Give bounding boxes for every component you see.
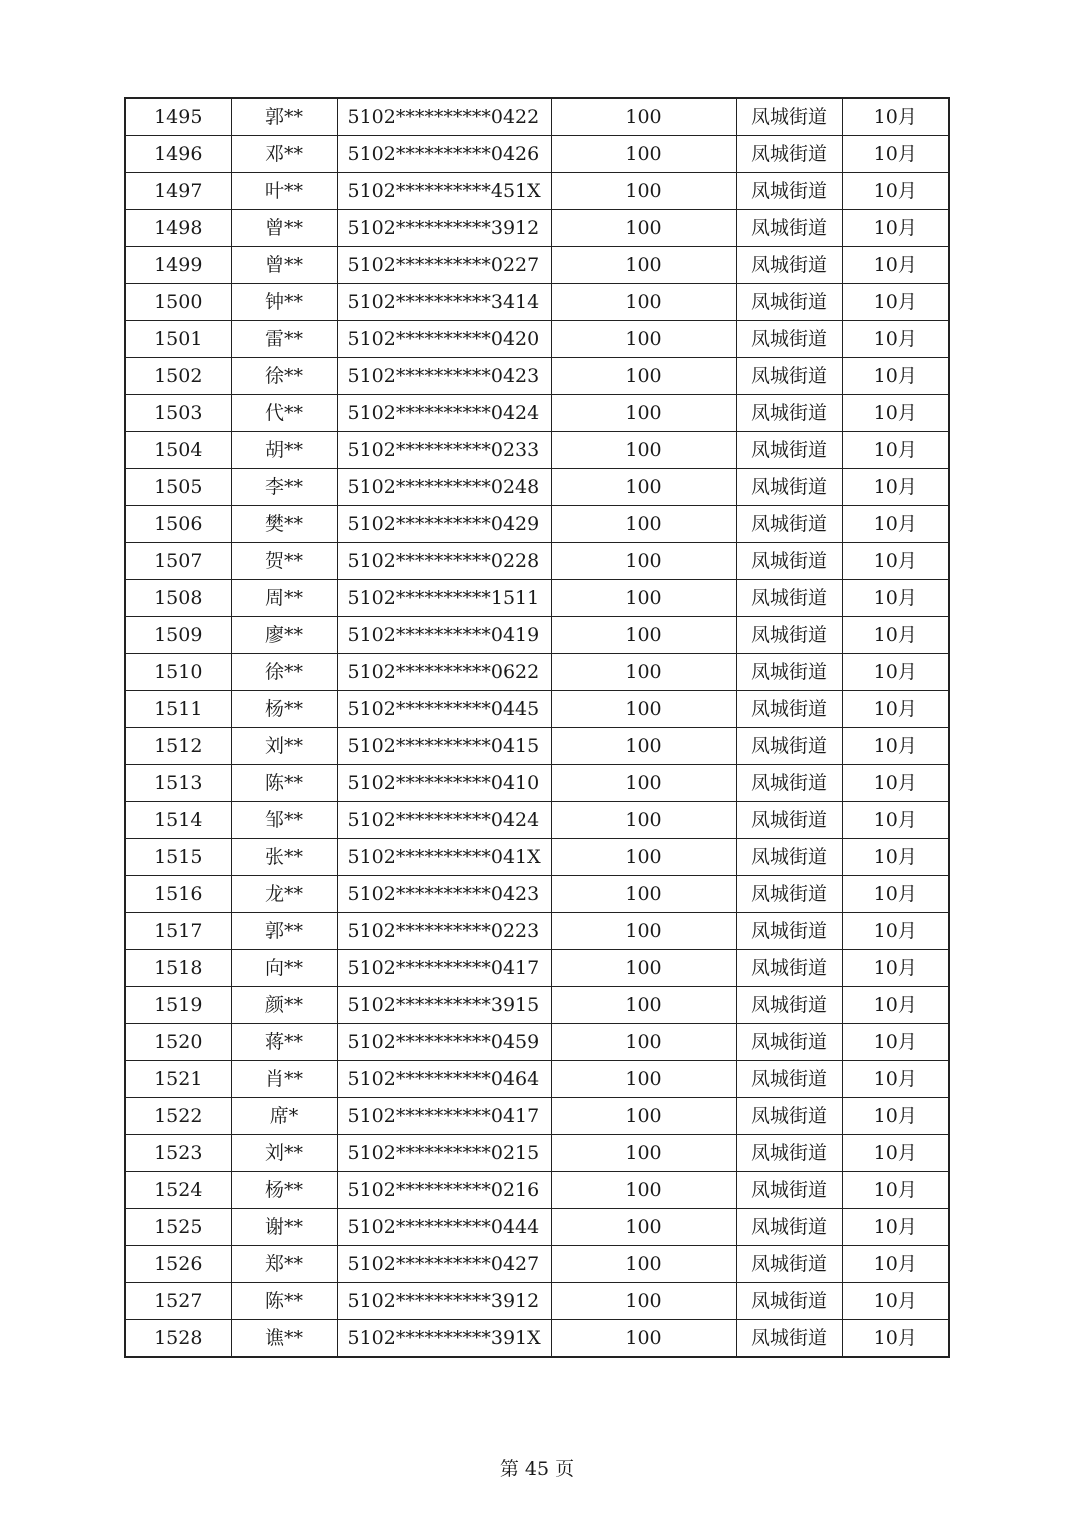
name-cell: 叶**: [231, 173, 337, 210]
table-row: [125, 543, 949, 580]
serial-number-cell: 1514: [125, 802, 231, 839]
serial-number-cell: 1524: [125, 1172, 231, 1209]
amount-cell: 100: [551, 210, 736, 247]
street-cell: 凤城街道: [736, 1098, 842, 1135]
month-cell: 10月: [842, 173, 949, 210]
serial-number-cell: 1523: [125, 1135, 231, 1172]
name-cell: 刘**: [231, 1135, 337, 1172]
id-number-cell: 5102**********0419: [337, 617, 551, 654]
id-number-cell: 5102**********0233: [337, 432, 551, 469]
street-cell: 凤城街道: [736, 1172, 842, 1209]
id-number-cell: 5102**********0427: [337, 1246, 551, 1283]
name-cell: 贺**: [231, 543, 337, 580]
serial-number-cell: 1496: [125, 136, 231, 173]
amount-cell: 100: [551, 98, 736, 136]
table-row: [125, 247, 949, 284]
serial-number-cell: 1525: [125, 1209, 231, 1246]
serial-number-cell: 1526: [125, 1246, 231, 1283]
serial-number-cell: 1518: [125, 950, 231, 987]
street-cell: 凤城街道: [736, 691, 842, 728]
id-number-cell: 5102**********3915: [337, 987, 551, 1024]
table-row: [125, 765, 949, 802]
month-cell: 10月: [842, 654, 949, 691]
name-cell: 谢**: [231, 1209, 337, 1246]
month-cell: 10月: [842, 469, 949, 506]
street-cell: 凤城街道: [736, 98, 842, 136]
id-number-cell: 5102**********3912: [337, 1283, 551, 1320]
month-cell: 10月: [842, 617, 949, 654]
name-cell: 席*: [231, 1098, 337, 1135]
serial-number-cell: 1513: [125, 765, 231, 802]
id-number-cell: 5102**********0444: [337, 1209, 551, 1246]
serial-number-cell: 1508: [125, 580, 231, 617]
table-row: [125, 432, 949, 469]
serial-number-cell: 1522: [125, 1098, 231, 1135]
serial-number-cell: 1502: [125, 358, 231, 395]
id-number-cell: 5102**********0429: [337, 506, 551, 543]
amount-cell: 100: [551, 950, 736, 987]
table-row: [125, 876, 949, 913]
street-cell: 凤城街道: [736, 950, 842, 987]
id-number-cell: 5102**********451X: [337, 173, 551, 210]
serial-number-cell: 1527: [125, 1283, 231, 1320]
serial-number-cell: 1497: [125, 173, 231, 210]
name-cell: 徐**: [231, 358, 337, 395]
amount-cell: 100: [551, 654, 736, 691]
serial-number-cell: 1512: [125, 728, 231, 765]
name-cell: 周**: [231, 580, 337, 617]
amount-cell: 100: [551, 1172, 736, 1209]
name-cell: 郑**: [231, 1246, 337, 1283]
name-cell: 李**: [231, 469, 337, 506]
page-number: 第 45 页: [499, 1458, 575, 1480]
street-cell: 凤城街道: [736, 765, 842, 802]
table-row: [125, 1283, 949, 1320]
street-cell: 凤城街道: [736, 1246, 842, 1283]
amount-cell: 100: [551, 876, 736, 913]
table-row: [125, 913, 949, 950]
serial-number-cell: 1505: [125, 469, 231, 506]
amount-cell: 100: [551, 1246, 736, 1283]
serial-number-cell: 1500: [125, 284, 231, 321]
serial-number-cell: 1519: [125, 987, 231, 1024]
serial-number-cell: 1521: [125, 1061, 231, 1098]
name-cell: 郭**: [231, 98, 337, 136]
table-row: [125, 321, 949, 358]
serial-number-cell: 1511: [125, 691, 231, 728]
month-cell: 10月: [842, 395, 949, 432]
serial-number-cell: 1504: [125, 432, 231, 469]
amount-cell: 100: [551, 395, 736, 432]
table-row: [125, 1246, 949, 1283]
table-row: [125, 1098, 949, 1135]
name-cell: 雷**: [231, 321, 337, 358]
amount-cell: 100: [551, 1283, 736, 1320]
street-cell: 凤城街道: [736, 506, 842, 543]
name-cell: 肖**: [231, 1061, 337, 1098]
serial-number-cell: 1503: [125, 395, 231, 432]
amount-cell: 100: [551, 1061, 736, 1098]
id-number-cell: 5102**********0248: [337, 469, 551, 506]
table-row: [125, 1320, 949, 1358]
serial-number-cell: 1501: [125, 321, 231, 358]
table-row: [125, 358, 949, 395]
street-cell: 凤城街道: [736, 1135, 842, 1172]
table-row: [125, 284, 949, 321]
id-number-cell: 5102**********391X: [337, 1320, 551, 1358]
amount-cell: 100: [551, 432, 736, 469]
amount-cell: 100: [551, 136, 736, 173]
serial-number-cell: 1509: [125, 617, 231, 654]
street-cell: 凤城街道: [736, 321, 842, 358]
street-cell: 凤城街道: [736, 876, 842, 913]
street-cell: 凤城街道: [736, 913, 842, 950]
table-row: [125, 802, 949, 839]
serial-number-cell: 1498: [125, 210, 231, 247]
table-row: [125, 210, 949, 247]
name-cell: 郭**: [231, 913, 337, 950]
street-cell: 凤城街道: [736, 247, 842, 284]
id-number-cell: 5102**********0424: [337, 395, 551, 432]
month-cell: 10月: [842, 506, 949, 543]
month-cell: 10月: [842, 284, 949, 321]
name-cell: 代**: [231, 395, 337, 432]
street-cell: 凤城街道: [736, 543, 842, 580]
month-cell: 10月: [842, 913, 949, 950]
id-number-cell: 5102**********0216: [337, 1172, 551, 1209]
table-row: [125, 469, 949, 506]
amount-cell: 100: [551, 543, 736, 580]
serial-number-cell: 1495: [125, 98, 231, 136]
table-body: [125, 98, 949, 1357]
street-cell: 凤城街道: [736, 654, 842, 691]
name-cell: 杨**: [231, 1172, 337, 1209]
street-cell: 凤城街道: [736, 802, 842, 839]
month-cell: 10月: [842, 876, 949, 913]
amount-cell: 100: [551, 1320, 736, 1358]
id-number-cell: 5102**********0424: [337, 802, 551, 839]
street-cell: 凤城街道: [736, 1061, 842, 1098]
name-cell: 刘**: [231, 728, 337, 765]
street-cell: 凤城街道: [736, 987, 842, 1024]
month-cell: 10月: [842, 1209, 949, 1246]
street-cell: 凤城街道: [736, 136, 842, 173]
name-cell: 杨**: [231, 691, 337, 728]
id-number-cell: 5102**********1511: [337, 580, 551, 617]
id-number-cell: 5102**********0426: [337, 136, 551, 173]
month-cell: 10月: [842, 839, 949, 876]
table-row: [125, 654, 949, 691]
name-cell: 谯**: [231, 1320, 337, 1358]
street-cell: 凤城街道: [736, 1320, 842, 1358]
id-number-cell: 5102**********0417: [337, 950, 551, 987]
amount-cell: 100: [551, 839, 736, 876]
table-row: [125, 1209, 949, 1246]
month-cell: 10月: [842, 1246, 949, 1283]
street-cell: 凤城街道: [736, 839, 842, 876]
table-row: [125, 728, 949, 765]
amount-cell: 100: [551, 247, 736, 284]
serial-number-cell: 1506: [125, 506, 231, 543]
name-cell: 曾**: [231, 247, 337, 284]
name-cell: 龙**: [231, 876, 337, 913]
id-number-cell: 5102**********0464: [337, 1061, 551, 1098]
name-cell: 张**: [231, 839, 337, 876]
amount-cell: 100: [551, 173, 736, 210]
name-cell: 陈**: [231, 765, 337, 802]
name-cell: 向**: [231, 950, 337, 987]
serial-number-cell: 1507: [125, 543, 231, 580]
month-cell: 10月: [842, 1320, 949, 1358]
table-row: [125, 1024, 949, 1061]
amount-cell: 100: [551, 580, 736, 617]
amount-cell: 100: [551, 321, 736, 358]
street-cell: 凤城街道: [736, 395, 842, 432]
month-cell: 10月: [842, 765, 949, 802]
name-cell: 胡**: [231, 432, 337, 469]
street-cell: 凤城街道: [736, 1024, 842, 1061]
street-cell: 凤城街道: [736, 358, 842, 395]
table-row: [125, 173, 949, 210]
month-cell: 10月: [842, 98, 949, 136]
id-number-cell: 5102**********0422: [337, 98, 551, 136]
serial-number-cell: 1515: [125, 839, 231, 876]
street-cell: 凤城街道: [736, 1283, 842, 1320]
amount-cell: 100: [551, 284, 736, 321]
month-cell: 10月: [842, 432, 949, 469]
month-cell: 10月: [842, 358, 949, 395]
table-row: [125, 1172, 949, 1209]
amount-cell: 100: [551, 987, 736, 1024]
street-cell: 凤城街道: [736, 728, 842, 765]
id-number-cell: 5102**********0622: [337, 654, 551, 691]
month-cell: 10月: [842, 1098, 949, 1135]
month-cell: 10月: [842, 580, 949, 617]
name-cell: 徐**: [231, 654, 337, 691]
id-number-cell: 5102**********3912: [337, 210, 551, 247]
amount-cell: 100: [551, 469, 736, 506]
month-cell: 10月: [842, 1024, 949, 1061]
serial-number-cell: 1528: [125, 1320, 231, 1358]
month-cell: 10月: [842, 728, 949, 765]
id-number-cell: 5102**********0215: [337, 1135, 551, 1172]
name-cell: 钟**: [231, 284, 337, 321]
month-cell: 10月: [842, 691, 949, 728]
amount-cell: 100: [551, 617, 736, 654]
amount-cell: 100: [551, 691, 736, 728]
id-number-cell: 5102**********3414: [337, 284, 551, 321]
id-number-cell: 5102**********041X: [337, 839, 551, 876]
street-cell: 凤城街道: [736, 1209, 842, 1246]
table-row: [125, 617, 949, 654]
amount-cell: 100: [551, 802, 736, 839]
name-cell: 邓**: [231, 136, 337, 173]
street-cell: 凤城街道: [736, 469, 842, 506]
amount-cell: 100: [551, 358, 736, 395]
serial-number-cell: 1517: [125, 913, 231, 950]
amount-cell: 100: [551, 506, 736, 543]
street-cell: 凤城街道: [736, 210, 842, 247]
month-cell: 10月: [842, 136, 949, 173]
name-cell: 蒋**: [231, 1024, 337, 1061]
month-cell: 10月: [842, 1283, 949, 1320]
name-cell: 廖**: [231, 617, 337, 654]
month-cell: 10月: [842, 987, 949, 1024]
id-number-cell: 5102**********0417: [337, 1098, 551, 1135]
month-cell: 10月: [842, 802, 949, 839]
name-cell: 曾**: [231, 210, 337, 247]
street-cell: 凤城街道: [736, 580, 842, 617]
id-number-cell: 5102**********0445: [337, 691, 551, 728]
amount-cell: 100: [551, 1098, 736, 1135]
id-number-cell: 5102**********0415: [337, 728, 551, 765]
table-row: [125, 395, 949, 432]
month-cell: 10月: [842, 1172, 949, 1209]
name-cell: 颜**: [231, 987, 337, 1024]
street-cell: 凤城街道: [736, 617, 842, 654]
month-cell: 10月: [842, 950, 949, 987]
name-cell: 樊**: [231, 506, 337, 543]
amount-cell: 100: [551, 1135, 736, 1172]
amount-cell: 100: [551, 765, 736, 802]
serial-number-cell: 1520: [125, 1024, 231, 1061]
month-cell: 10月: [842, 247, 949, 284]
id-number-cell: 5102**********0223: [337, 913, 551, 950]
street-cell: 凤城街道: [736, 284, 842, 321]
table-row: [125, 839, 949, 876]
serial-number-cell: 1516: [125, 876, 231, 913]
id-number-cell: 5102**********0420: [337, 321, 551, 358]
month-cell: 10月: [842, 543, 949, 580]
amount-cell: 100: [551, 1024, 736, 1061]
amount-cell: 100: [551, 1209, 736, 1246]
id-number-cell: 5102**********0423: [337, 876, 551, 913]
street-cell: 凤城街道: [736, 173, 842, 210]
subsidy-table: [124, 97, 950, 1358]
id-number-cell: 5102**********0423: [337, 358, 551, 395]
id-number-cell: 5102**********0459: [337, 1024, 551, 1061]
id-number-cell: 5102**********0410: [337, 765, 551, 802]
amount-cell: 100: [551, 728, 736, 765]
name-cell: 陈**: [231, 1283, 337, 1320]
street-cell: 凤城街道: [736, 432, 842, 469]
id-number-cell: 5102**********0227: [337, 247, 551, 284]
month-cell: 10月: [842, 1061, 949, 1098]
amount-cell: 100: [551, 913, 736, 950]
table-row: [125, 950, 949, 987]
month-cell: 10月: [842, 1135, 949, 1172]
table-row: [125, 987, 949, 1024]
table-row: [125, 691, 949, 728]
serial-number-cell: 1499: [125, 247, 231, 284]
table-row: [125, 1061, 949, 1098]
serial-number-cell: 1510: [125, 654, 231, 691]
table-row: [125, 136, 949, 173]
month-cell: 10月: [842, 321, 949, 358]
name-cell: 邹**: [231, 802, 337, 839]
id-number-cell: 5102**********0228: [337, 543, 551, 580]
month-cell: 10月: [842, 210, 949, 247]
table-row: [125, 580, 949, 617]
table-row: [125, 506, 949, 543]
table-row: [125, 1135, 949, 1172]
table-row: [125, 98, 949, 136]
